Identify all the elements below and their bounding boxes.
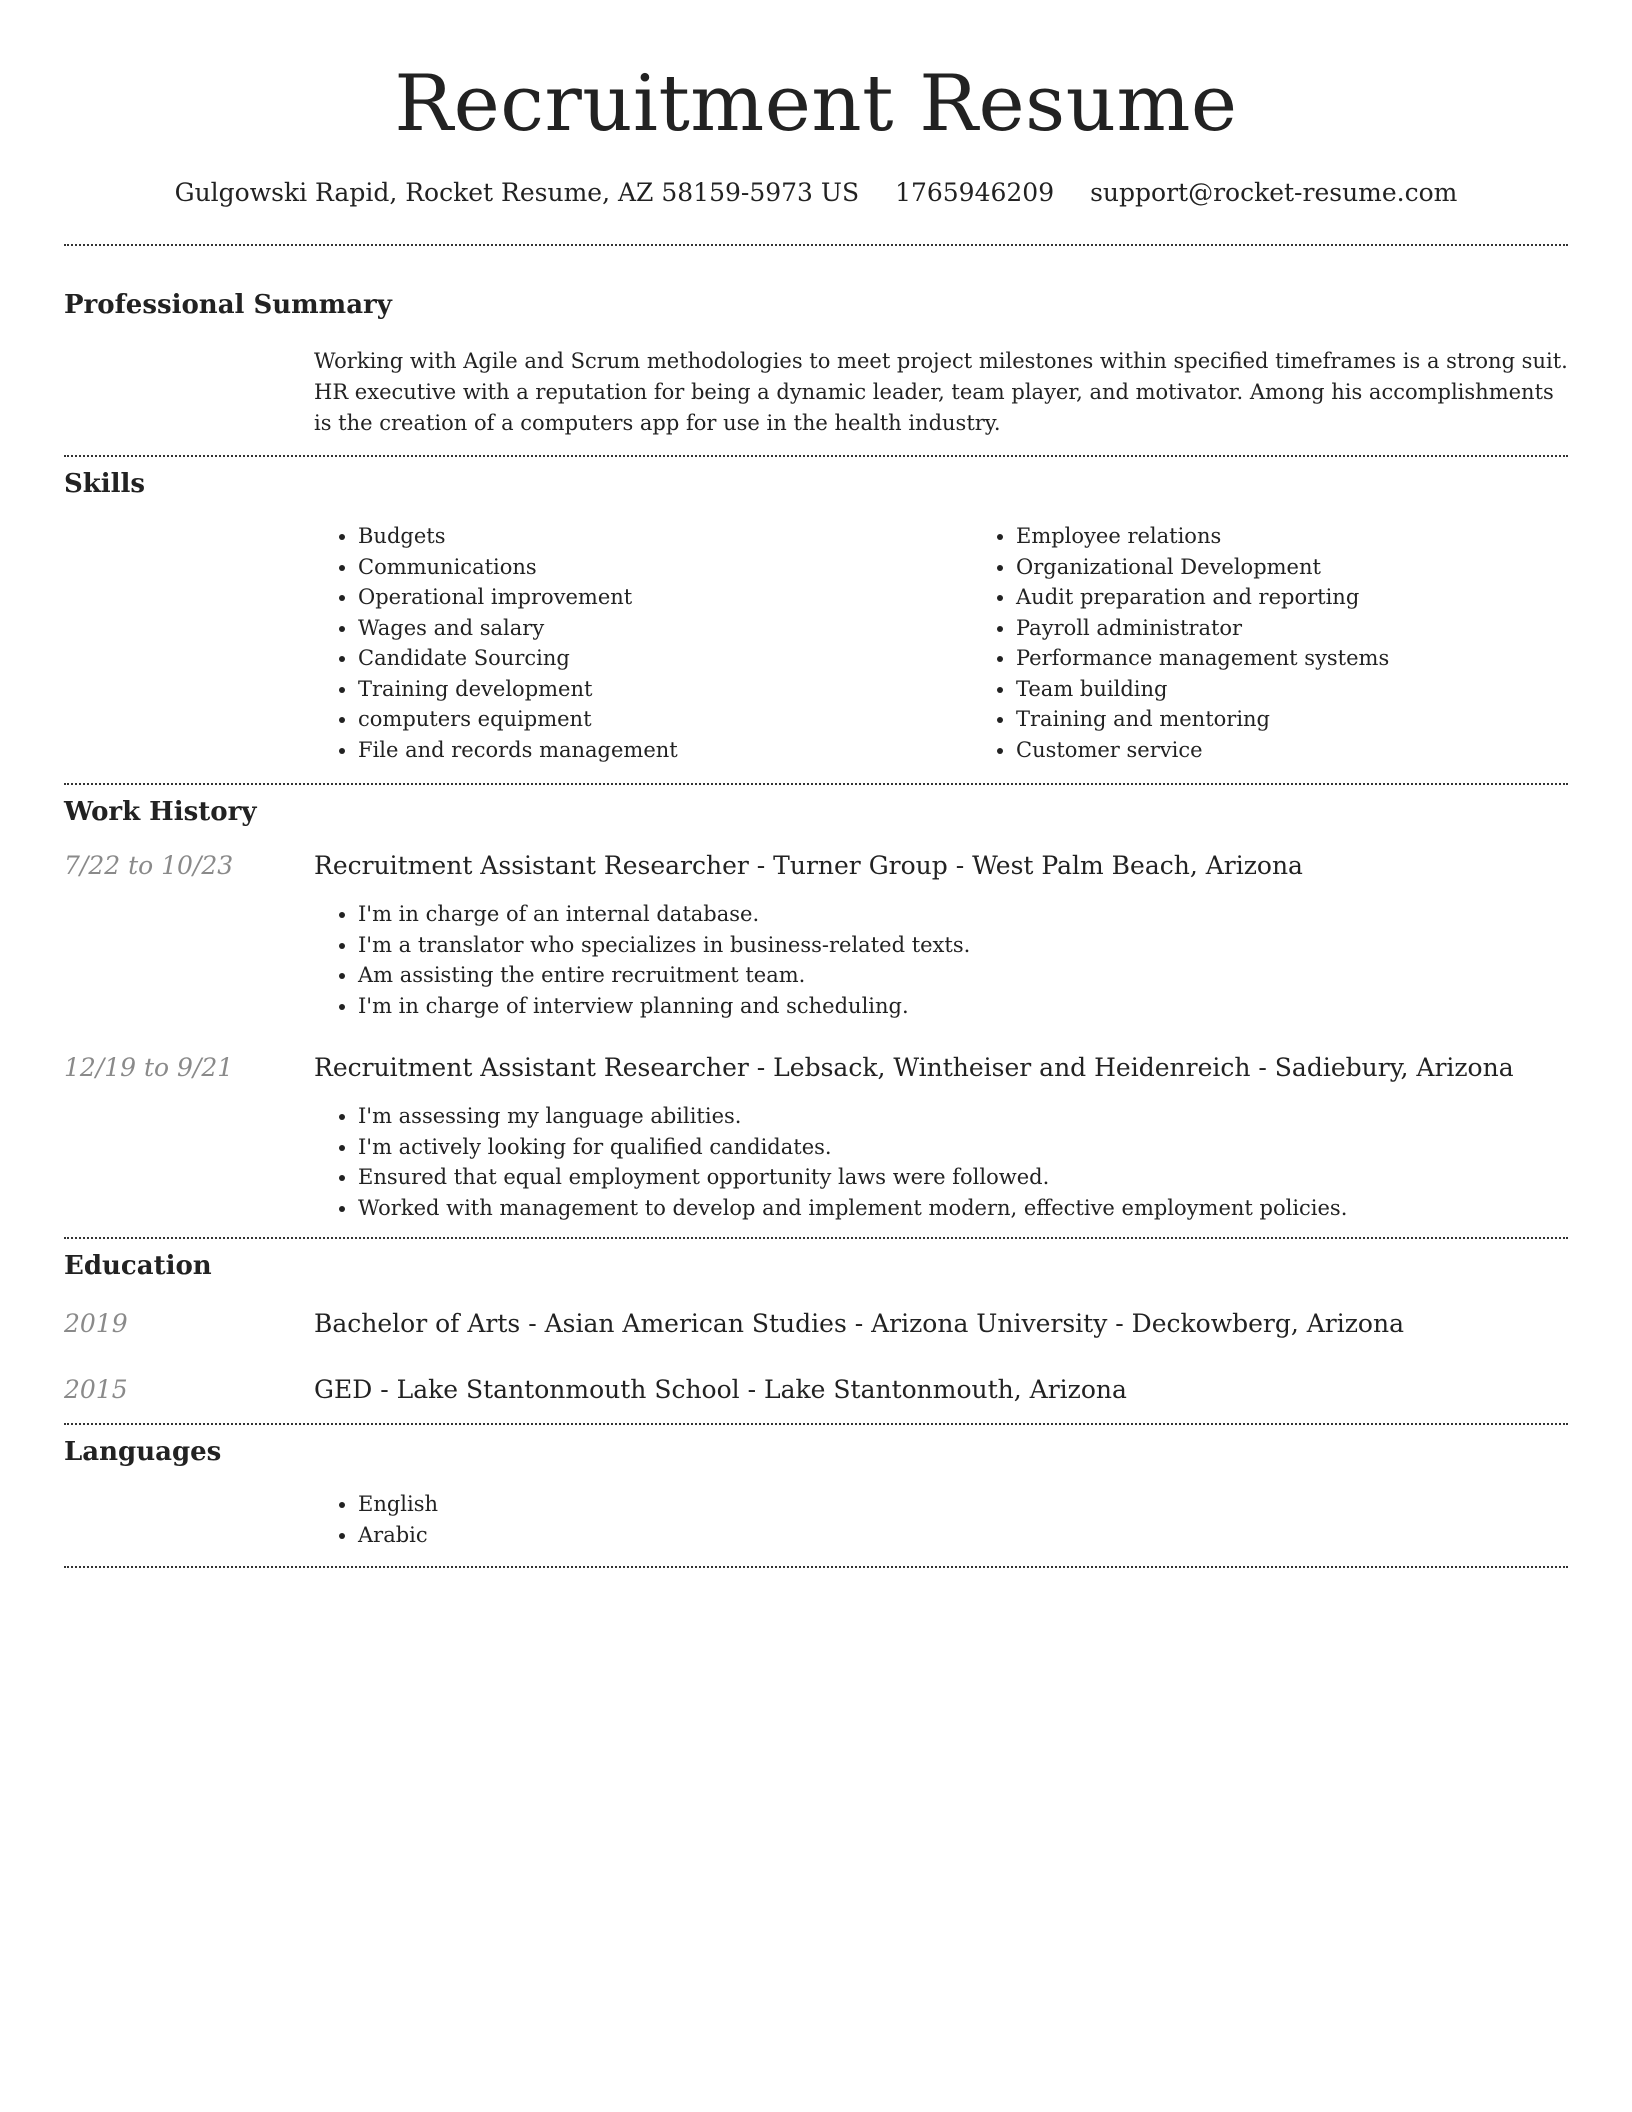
skills-row: [64, 521, 1568, 765]
job-body-left: [64, 899, 314, 1021]
education-date: 2019: [64, 1309, 128, 1338]
job-bullet: • I'm assessing my language abilities.: [358, 1101, 1568, 1132]
contact-email: support@rocket-resume.com: [1090, 178, 1458, 207]
skill-item: • Wages and salary: [358, 613, 972, 644]
education-text: Bachelor of Arts - Asian American Studies - Arizona University - Deckowberg, Arizona: [314, 1309, 1404, 1338]
job-company: - Lebsack, Wintheiser and Heidenreich - Sadiebury, Arizona: [748, 1053, 1514, 1082]
job-header: [64, 849, 1568, 883]
education-section: [64, 1249, 1568, 1407]
language-item: • English: [358, 1489, 1568, 1520]
languages-list: [314, 1489, 1568, 1550]
job-bullet: • I'm in charge of an internal database.: [358, 899, 1568, 930]
skill-item: • Audit preparation and reporting: [1016, 582, 1630, 613]
skills-lists: [314, 521, 1630, 765]
contact-phone: 1765946209: [895, 178, 1055, 207]
summary-section: [64, 288, 1568, 439]
contact-address: Gulgowski Rapid, Rocket Resume, AZ 58159-5973 US: [174, 178, 860, 207]
skill-item: • Training and mentoring: [1016, 704, 1630, 735]
job-bullets: [314, 1101, 1568, 1223]
summary-left: [64, 346, 314, 439]
job-position: Recruitment Assistant Researcher: [314, 1053, 749, 1082]
languages-row: [64, 1489, 1568, 1550]
skill-item: • computers equipment: [358, 704, 972, 735]
job-bullet: • Am assisting the entire recruitment team.: [358, 960, 1568, 991]
languages-body: [314, 1489, 1568, 1550]
skill-item: • Candidate Sourcing: [358, 643, 972, 674]
job-body-left: [64, 1101, 314, 1223]
section-heading-education: Education: [64, 1251, 212, 1281]
skills-list-right: [972, 521, 1630, 765]
job-title-line: [314, 1051, 1568, 1085]
divider: [64, 244, 1568, 246]
skills-left: [64, 521, 314, 765]
job-body-right: [314, 1101, 1568, 1223]
job-body-right: [314, 899, 1568, 1021]
divider: [64, 1423, 1568, 1425]
skill-item: • Operational improvement: [358, 582, 972, 613]
job-date: 12/19 to 9/21: [64, 1053, 234, 1082]
job-company: - Turner Group - West Palm Beach, Arizona: [748, 851, 1303, 880]
divider: [64, 1237, 1568, 1239]
skills-list-left: [314, 521, 972, 765]
job-position: Recruitment Assistant Researcher: [314, 851, 749, 880]
job-bullets: [314, 899, 1568, 1021]
job-header: [64, 1051, 1568, 1085]
job-bullet: • I'm a translator who specializes in business-related texts.: [358, 930, 1568, 961]
section-heading-languages: Languages: [64, 1437, 222, 1467]
education-date: 2015: [64, 1375, 128, 1404]
languages-left: [64, 1489, 314, 1550]
skill-item: • Training development: [358, 674, 972, 705]
job-title-line: [314, 849, 1568, 883]
skill-item: • Communications: [358, 552, 972, 583]
skill-item: • File and records management: [358, 735, 972, 766]
skill-item: • Budgets: [358, 521, 972, 552]
page-title: Recruitment Resume: [394, 59, 1238, 149]
job-entry: [64, 849, 1568, 1021]
skill-item: • Organizational Development: [1016, 552, 1630, 583]
language-item: • Arabic: [358, 1520, 1568, 1551]
job-bullet: • Worked with management to develop and implement modern, effective employment policies.: [358, 1193, 1568, 1224]
skill-item: • Payroll administrator: [1016, 613, 1630, 644]
work-section: [64, 795, 1568, 1223]
skills-section: [64, 467, 1568, 765]
section-heading-summary: Professional Summary: [64, 290, 392, 320]
summary-body: [314, 346, 1568, 439]
job-entry: [64, 1051, 1568, 1223]
divider: [64, 1566, 1568, 1568]
section-heading-work: Work History: [64, 797, 257, 827]
job-bullet: • Ensured that equal employment opportunity laws were followed.: [358, 1162, 1568, 1193]
summary-text: Working with Agile and Scrum methodologies to meet project milestones within specified timeframes is a strong suit. HR executive with a reputation for being a dynamic leader, team player, and motivator. Among his accomplishments is the creation of a computers app for use in the health industry.: [314, 349, 1568, 435]
skill-item: • Team building: [1016, 674, 1630, 705]
skill-item: • Employee relations: [1016, 521, 1630, 552]
languages-section: [64, 1435, 1568, 1550]
job-bullet: • I'm in charge of interview planning and scheduling.: [358, 991, 1568, 1022]
divider: [64, 783, 1568, 785]
skill-item: • Customer service: [1016, 735, 1630, 766]
contact-line: [64, 176, 1568, 210]
section-heading-skills: Skills: [64, 469, 146, 499]
summary-row: [64, 346, 1568, 439]
education-entry: [64, 1307, 1568, 1341]
job-body: [64, 1101, 1568, 1223]
education-text: GED - Lake Stantonmouth School - Lake Stantonmouth, Arizona: [314, 1375, 1127, 1404]
divider: [64, 455, 1568, 457]
education-entry: [64, 1373, 1568, 1407]
job-body: [64, 899, 1568, 1021]
job-date: 7/22 to 10/23: [64, 851, 234, 880]
skill-item: • Performance management systems: [1016, 643, 1630, 674]
job-bullet: • I'm actively looking for qualified candidates.: [358, 1132, 1568, 1163]
